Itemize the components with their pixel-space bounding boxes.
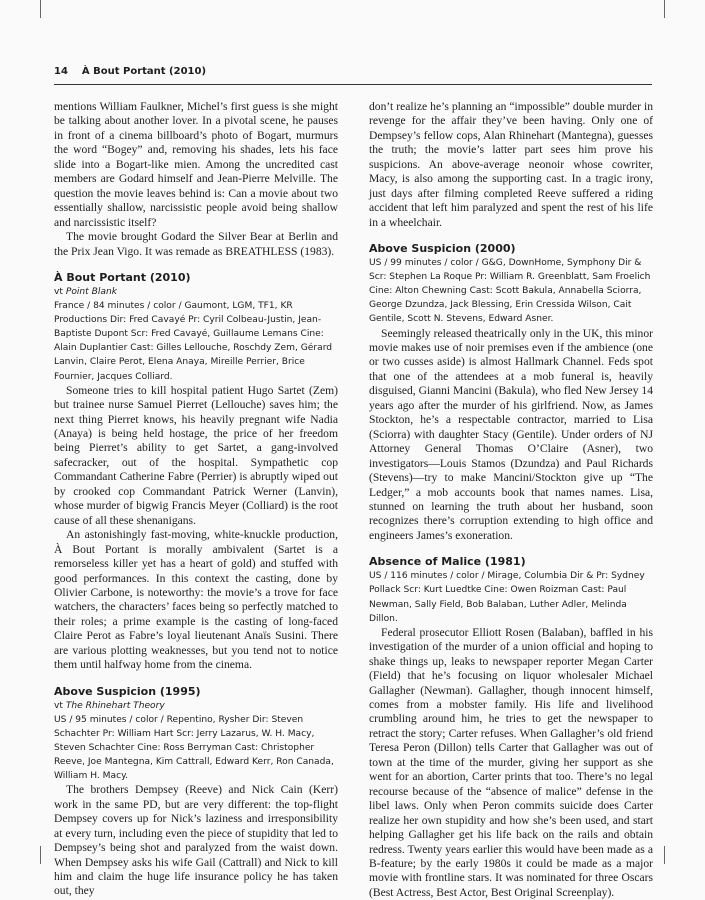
right-column xyxy=(369,100,653,900)
running-title: À Bout Portant (2010) xyxy=(81,66,207,77)
continued-paragraph: mentions William Faulkner, Michel’s first guess is she might be talking about another lover. In a pivotal scene, he pauses in front of a cinema billboard’s photo of Bogart, murmurs the word “Bogey” and, removing his shades, lets his face slide into a Bogart-like mien. Among the uncredited cast members are Godard himself and Jean-Pierre Melville. The question the movie leaves behind is: Can a movie about two essentially shallow, narcissistic people avoid being shallow and narcissistic itself? xyxy=(54,100,338,229)
entry-title: À Bout Portant (2010) xyxy=(54,270,191,284)
entry-paragraph: Federal prosecutor Elliott Rosen (Balaban), baffled in his investigation of the murder of a union official and hoping to shake things up, leaks to newspaper reporter Megan Carter (Field) that he’s focusing on liquor wholesaler Michael Gallagher (Newman). Gallagher, though innocent himself, comes from a mobster family. His life and livelihood crumbling around him, he tries to get the newspaper to retract the story; Carter refuses. When Gallagher’s old friend Teresa Peron (Dillon) tells Carter that Gallagher was out of town at the time of the murder, giving her support as she went for an abortion, Carter prints that too. There’s no legal recourse because of the “absence of malice” defense in the libel laws. Only when Peron commits suicide does Carter realize her own stupidity and how she’s been used, and start helping Gallagher get his life back on the rails and obtain redress. Twenty years earlier this would have been made as a B-feature; by the early 1980s it could be made as a major movie with frontline stars. It was nominated for three Oscars (Best Actress, Best Actor, Best Original Screenplay). xyxy=(369,625,653,899)
crop-mark-bottom-right xyxy=(664,846,665,864)
entry-title: Absence of Malice (1981) xyxy=(369,555,526,569)
entry-credits: France / 84 minutes / color / Gaumont, LGM, TF1, KR Productions Dir: Fred Cavayé Pr: Cyril Colbeau-Justin, Jean-Baptiste Dupont Scr: Fred Cavayé, Guillaume Lemans Cine: Alain Duplantier Cast: Gilles Lellouche, Roschdy Zem, Gérard Lanvin, Claire Perot, Elena Anaya, Mireille Perrier, Brice Fournier, Jacques Colliard. xyxy=(54,301,333,382)
entry-paragraph: An astonishingly fast-moving, white-knuckle production, À Bout Portant is morally ambivalent (Sartet is a remorseless killer yet has a heart of gold) and stuffed with good performances. In this context the casting, done by Olivier Carbone, is noteworthy: the movie’s a trove for face watchers, the characters’ faces being so perfectly matched to their roles; a prime example is the casting of long-faced Claire Perot as Fabre’s loyal lieutenant Anaïs Susini. There are various plotting weaknesses, but you tend not to notice them until halfway home from the cinema. xyxy=(54,528,338,672)
continued-paragraph: don’t realize he’s planning an “impossible” double murder in revenge for the affair they’ve been having. Only one of Dempsey’s fellow cops, Alan Rhinehart (Mantegna), guesses the truth; the movie’s latter part sees him prove his suspicions. An above-average neonoir whose cowriter, Macy, is also among the supporting cast. In a tragic irony, just days after filming completed Reeve suffered a riding accident that left him paralyzed and spent the rest of his life in a wheelchair. xyxy=(369,100,653,229)
entry-title: Above Suspicion (2000) xyxy=(369,242,516,256)
left-column xyxy=(54,100,338,899)
entry-credits: US / 95 minutes / color / Repentino, Rysher Dir: Steven Schachter Pr: William Hart Scr: Jerry Lazarus, W. H. Macy, Steven Schachter Cine: Ross Berryman Cast: Christopher Reeve, Joe Mantegna, Kim Cattrall, Edward Kerr, Ron Canada, William H. Macy. xyxy=(54,714,334,782)
entry-credits: US / 99 minutes / color / G&G, DownHome, Symphony Dir & Scr: Stephen La Roque Pr: William R. Greenblatt, Sam Froelich Cine: Alton Chewning Cast: Scott Bakula, Annabella Sciorra, George Dzundza, Jack Blessing, Erin Cressida Wilson, Cait Gentile, Scott N. Stevens, Edward Asner. xyxy=(369,258,651,325)
page-header xyxy=(54,66,652,78)
entry-paragraph: Someone tries to kill hospital patient Hugo Sartet (Zem) but trainee nurse Samuel Pierret (Lellouche) saves him; the next thing Pierret knows, his heavily pregnant wife Nadia (Anaya) is being held hostage, the price of her freedom being Pierret’s ability to get Sartet, a gang-involved safecracker, out of the hospital. Sympathetic cop Commandant Catherine Fabre (Perrier) is abruptly wiped out by crooked cop Commandant Patrick Werner (Lanvin), whose murder of bigwig Francis Meyer (Colliard) is the root cause of all these shenanigans. xyxy=(54,383,338,527)
entry-paragraph: The brothers Dempsey (Reeve) and Nick Cain (Kerr) work in the same PD, but are very different: the top-flight Dempsey covers up for Nick’s laziness and irresponsibility at every turn, including even the piece of stupidity that led to Dempsey’s being shot and paralyzed from the waist down. When Dempsey asks his wife Gail (Cattrall) and Nick to kill him and claim the huge life insurance policy he has taken out, they xyxy=(54,783,338,898)
crop-mark-top-right xyxy=(664,0,665,18)
entry-title: Above Suspicion (1995) xyxy=(54,684,201,698)
header-rule xyxy=(54,84,652,85)
alt-title: vt The Rhinehart Theory xyxy=(54,700,165,711)
crop-mark-bottom-left xyxy=(40,846,41,864)
entry-paragraph: Seemingly released theatrically only in the UK, this minor movie makes use of noir premises even if the ambience (one or two cusses aside) is almost Hallmark Channel. Feds spot that one of the attendees at a mob funeral is, heavily disguised, Gianni Mancini (Bakula), who fled New Jersey 14 years ago after the murder of his girlfriend. Now, as James Stockton, he’s a respectable contractor, married to Lisa (Sciorra) with daughter Stacy (Gentile). Under orders of NJ Attorney General Thomas O’Claire (Asner), two investigators—Louis Stamos (Dzundza) and Paul Richards (Stevens)—try to make Mancini/Stockton give up “The Ledger,” a mob accounts book that names names. Lisa, stunned on learning the truth about her husband, soon recognizes there’s corruption extending to high office and engineers James’s exoneration. xyxy=(369,326,653,542)
continued-paragraph-2: The movie brought Godard the Silver Bear at Berlin and the Prix Jean Vigo. It was remade as BREATHLESS (1983). xyxy=(54,230,338,258)
crop-mark-top-left xyxy=(40,0,41,18)
page-number: 14 xyxy=(54,66,68,77)
alt-title: vt Point Blank xyxy=(54,286,118,297)
entry-credits: US / 116 minutes / color / Mirage, Columbia Dir & Pr: Sydney Pollack Scr: Kurt Luedtke Cine: Owen Roizman Cast: Paul Newman, Sally Field, Bob Balaban, Luther Adler, Melinda Dillon. xyxy=(369,571,645,624)
